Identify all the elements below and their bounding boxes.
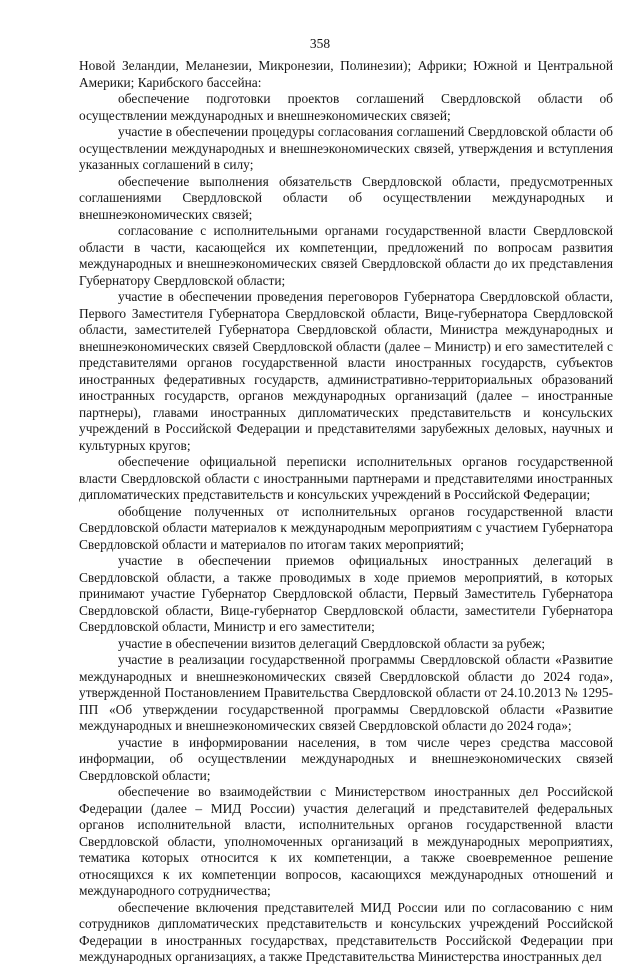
paragraph: обеспечение официальной переписки исполнительных органов государственной власти Свердловской области с иностранными партнерами и представителями иностранных дипломатических представительств и консульских учреждений в Российской Федерации; (79, 454, 613, 502)
paragraph: обобщение полученных от исполнительных органов государственной власти Свердловской области материалов к международным мероприятиям с участием Губернатора Свердловской области и материалов по итогам таких мероприятий; (79, 503, 613, 552)
paragraph: согласование с исполнительными органами государственной власти Свердловской области в части, касающейся их компетенции, предложений по вопросам развития международных и внешнеэкономических связей Свердловской области до их представления Губернатору Свердловской области; (79, 223, 613, 288)
paragraph: участие в реализации государственной программы Свердловской области «Развитие международных и внешнеэкономических связей Свердловской области до 2024 года», утвержденной Постановлением Правительства Свердловской области от 24.10.2013 № 1295-ПП «Об утверждении государственной программы Свердловской области «Развитие международных и внешнеэкономических связей Свердловской области до 2024 года»; (79, 652, 613, 733)
body-text (79, 58, 613, 966)
page-number: 358 (309, 36, 331, 51)
paragraph: Новой Зеландии, Меланезии, Микронезии, Полинезии); Африки; Южной и Центральной Америки; Карибского бассейна: (79, 58, 613, 90)
paragraph: участие в информировании населения, в том числе через средства массовой информации, об осуществлении международных и внешнеэкономических связей Свердловской области; (79, 734, 613, 783)
paragraph: обеспечение выполнения обязательств Свердловской области, предусмотренных соглашениями Свердловской области об осуществлении международных и внешнеэкономических связей; (79, 173, 613, 222)
paragraph: участие в обеспечении приемов официальных иностранных делегаций в Свердловской области, а также проводимых в ходе приемов мероприятий, в которых принимают участие Губернатор Свердловской области, Первый Заместитель Губернатора Свердловской области, Вице-губернатор Свердловской области, заместители Губернатора Свердловской области, Министр и его заместители; (79, 553, 613, 634)
paragraph: обеспечение во взаимодействии с Министерством иностранных дел Российской Федерации (далее – МИД России) участия делегаций и представителей федеральных органов исполнительной власти, исполнительных органов государственной власти Свердловской области, уполномоченных организаций в международных мероприятиях, тематика которых относится к их компетенции, а также своевременное решение относящихся к их компетенции вопросов, касающихся международных отношений и международного сотрудничества; (79, 784, 613, 898)
paragraph: участие в обеспечении проведения переговоров Губернатора Свердловской области, Первого Заместителя Губернатора Свердловской области, Вице-губернатора Свердловской области, заместителей Губернатора Свердловской области, Министра международных и внешнеэкономических связей Свердловской области (далее – Министр) и его заместителей с представителями органов государственной власти иностранных государств, субъектов иностранных федеративных государств, административно-территориальных образований иностранных государств, органов международных организаций (далее – иностранные партнеры), главами иностранных дипломатических представительств и консульских учреждений в Российской Федерации и представителями зарубежных деловых, научных и культурных кругов; (79, 289, 613, 453)
paragraph: участие в обеспечении визитов делегаций Свердловской области за рубеж; (118, 635, 546, 651)
paragraph: обеспечение подготовки проектов соглашений Свердловской области об осуществлении международных и внешнеэкономических связей; (79, 91, 613, 123)
paragraph: обеспечение включения представителей МИД России или по согласованию с ним сотрудников дипломатических представительств и консульских учреждений Российской Федерации в иностранных государствах, представительств Российской Федерации при международных организациях, а также Представительства Министерства иностранных дел (79, 899, 613, 964)
paragraph: участие в обеспечении процедуры согласования соглашений Свердловской области об осуществлении международных и внешнеэкономических связей, утверждения и вступления указанных соглашений в силу; (79, 124, 613, 172)
